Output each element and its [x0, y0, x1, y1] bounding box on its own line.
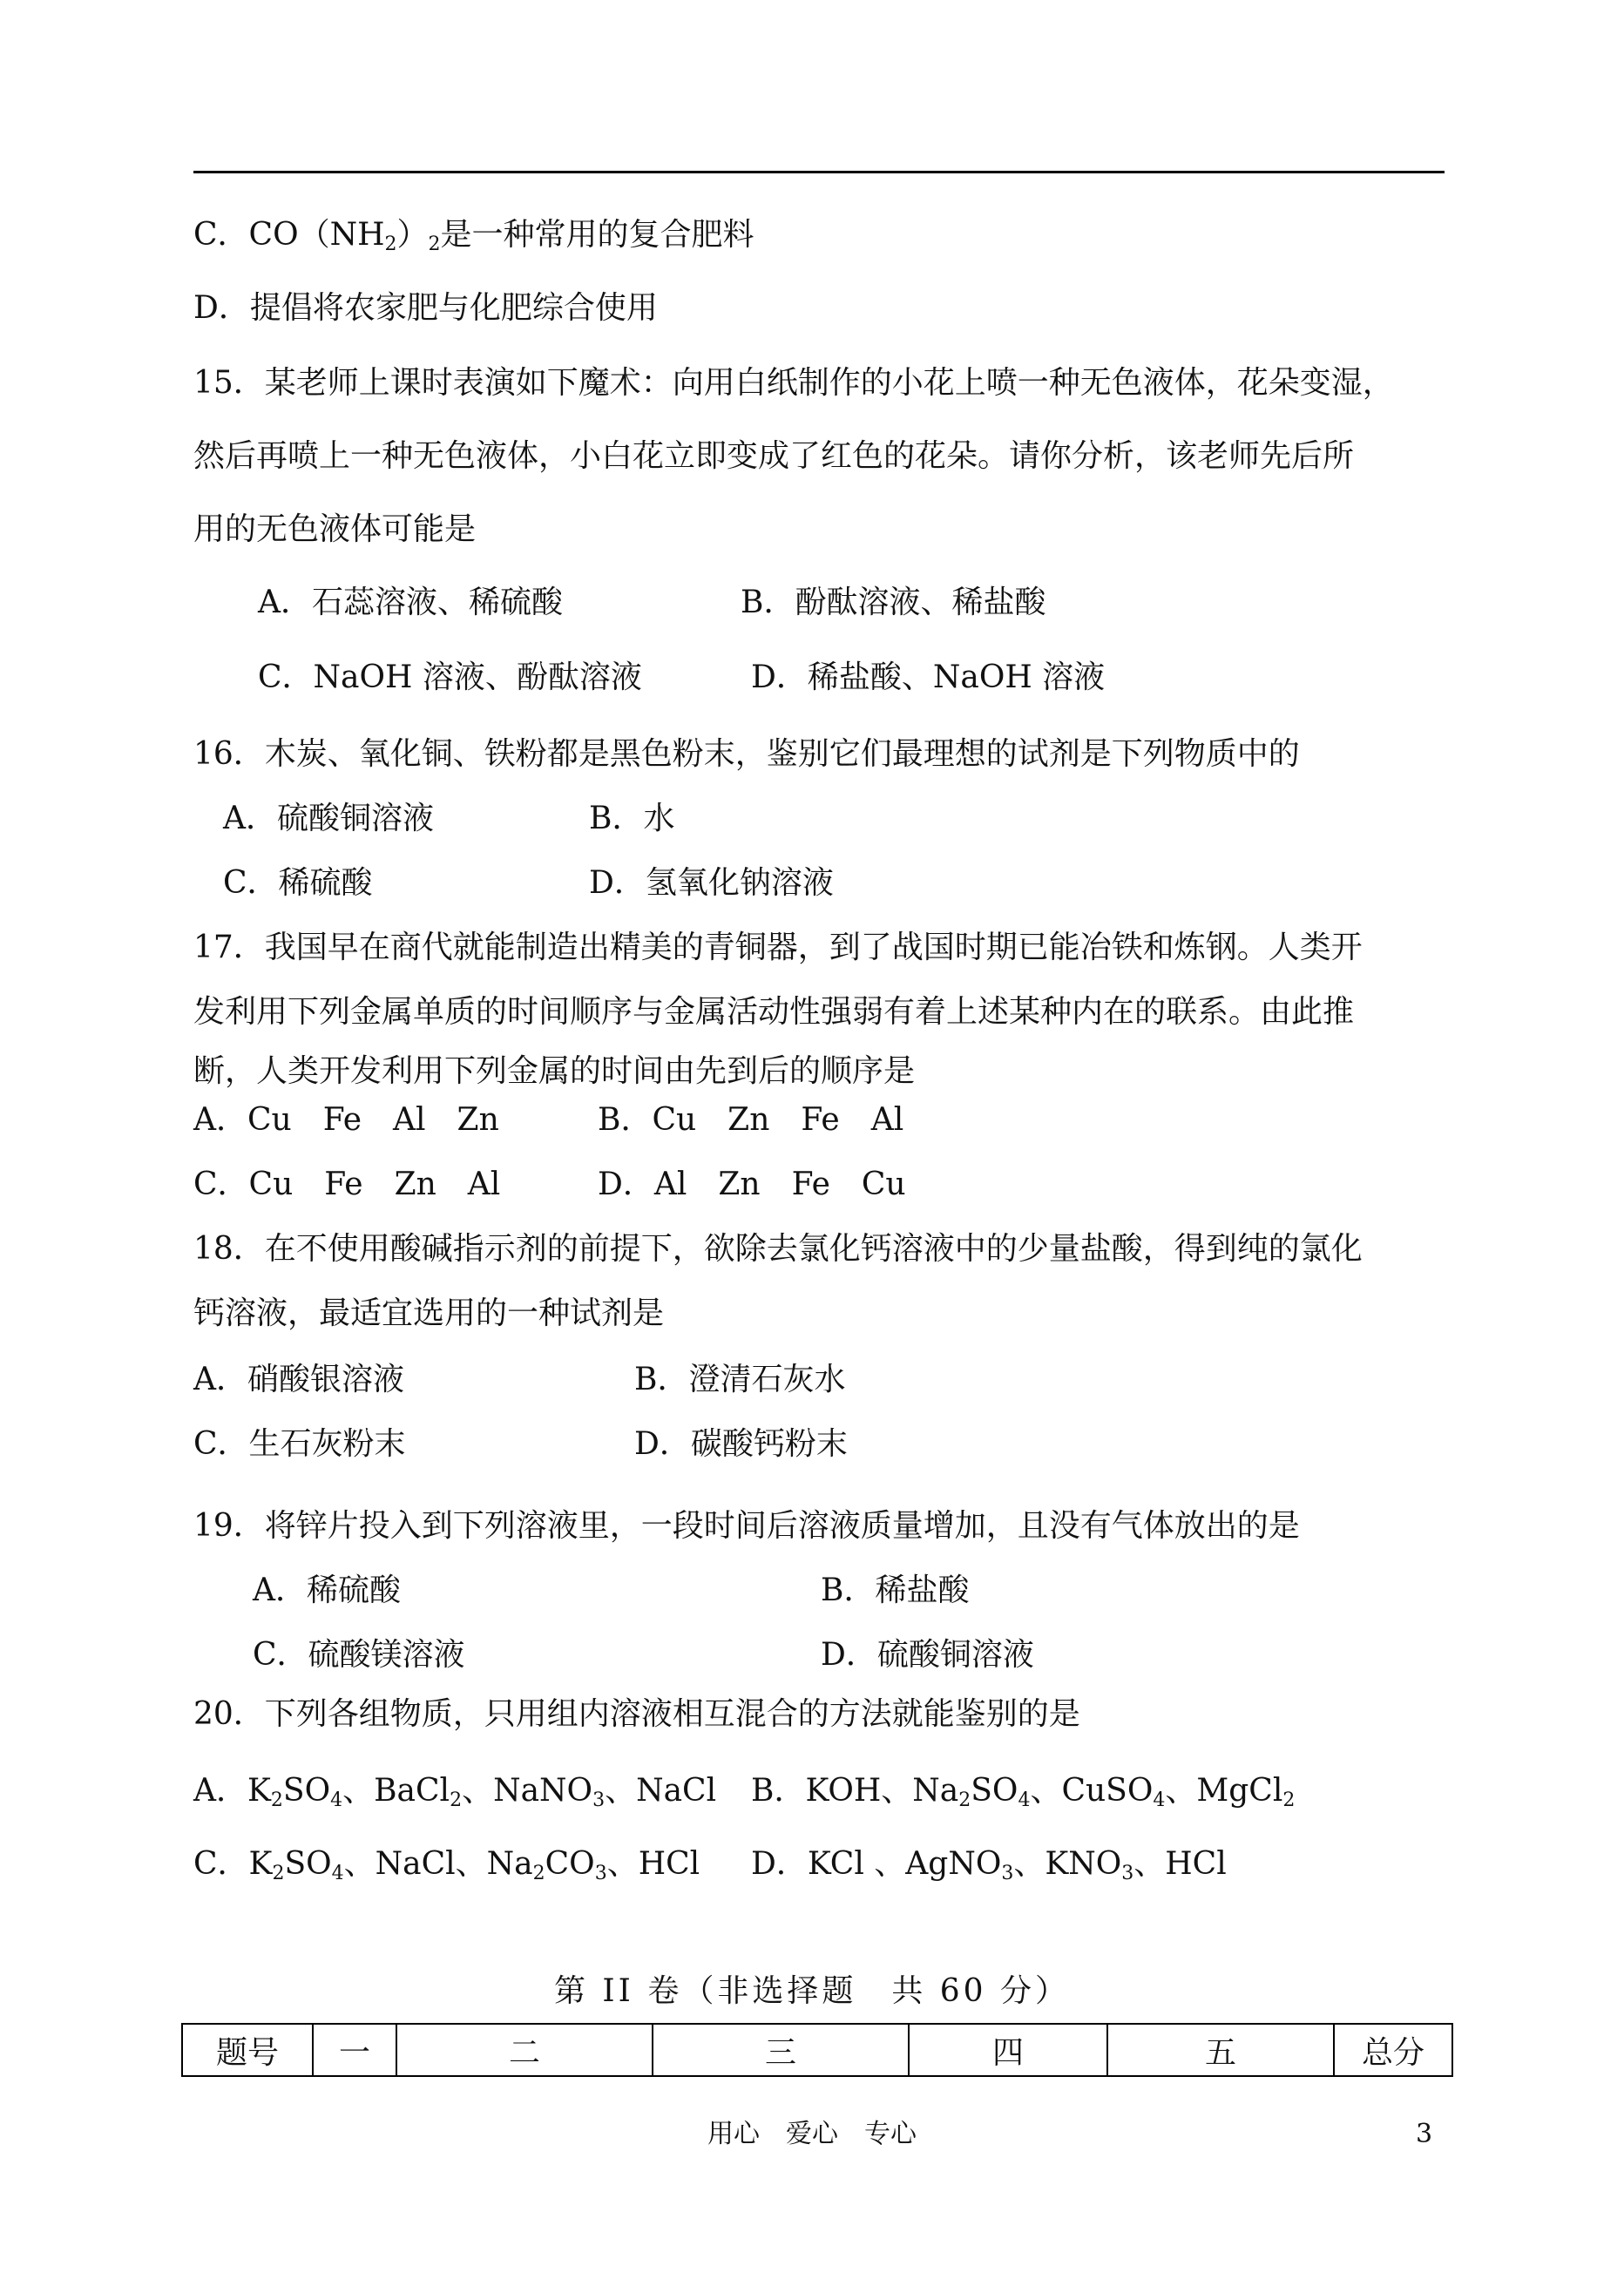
q18-option-a: A．硝酸银溶液 [193, 1362, 404, 1397]
q20-option-b: B．KOH、$Na_2SO_4$、CuSO$_4$、MgCl$_2$ [751, 1773, 1296, 1811]
q16-stem: 16．木炭、氧化铜、铁粉都是黑色粉末，鉴别它们最理想的试剂是下列物质中的 [193, 736, 1300, 772]
q17-stem-line2: 发利用下列金属单质的时间顺序与金属活动性强弱有着上述某种内在的联系。由此推 [193, 994, 1355, 1030]
q15-option-b: B．酚酞溶液、稀盐酸 [741, 585, 1046, 620]
section-title: 第 II 卷（非选择题 共 60 分） [553, 1973, 1071, 2009]
q17-option-b: B．Cu Zn Fe Al [598, 1102, 904, 1138]
q20-option-a: A．$K_2SO_4$、BaCl$_2$、NaNO$_3$、NaCl [193, 1773, 717, 1811]
q15-stem-line2: 然后再喷上一种无色液体，小白花立即变成了红色的花朵。请你分析，该老师先后所 [193, 438, 1355, 474]
page-number: 3 [1416, 2119, 1433, 2149]
q15-option-c: C．NaOH 溶液、酚酞溶液 [258, 659, 642, 695]
q15-option-a: A．石蕊溶液、稀硫酸 [258, 585, 563, 620]
score-table [181, 2023, 1453, 2077]
score-header-cell: 四 [909, 2024, 1107, 2076]
q20-stem: 20．下列各组物质，只用组内溶液相互混合的方法就能鉴别的是 [193, 1696, 1080, 1732]
header-rule [193, 171, 1445, 173]
q19-option-b: B．稀盐酸 [821, 1573, 970, 1608]
q20-option-d: D．KCl 、AgNO$_3$、$KNO_3$、HCl [751, 1846, 1227, 1884]
q18-stem-line2: 钙溶液，最适宜选用的一种试剂是 [193, 1295, 665, 1331]
q17-stem-line1: 17．我国早在商代就能制造出精美的青铜器，到了战国时期已能冶铁和炼钢。人类开 [193, 930, 1363, 965]
q17-option-a: A．Cu Fe Al Zn [193, 1102, 499, 1138]
q18-option-d: D．碳酸钙粉末 [634, 1426, 848, 1462]
score-header-cell: 题号 [182, 2024, 313, 2076]
q18-option-c: C．生石灰粉末 [193, 1426, 406, 1462]
q20-option-c: C．$K_2SO_4$、NaCl、$Na_2CO_3$、HCl [193, 1846, 700, 1884]
score-header-row [182, 2024, 1452, 2076]
score-header-cell: 总分 [1334, 2024, 1452, 2076]
q17-stem-line3: 断，人类开发利用下列金属的时间由先到后的顺序是 [193, 1053, 916, 1089]
q18-option-b: B．澄清石灰水 [634, 1362, 846, 1397]
footer-motto: 用心 爱心 专心 [707, 2119, 917, 2149]
score-header-cell: 三 [653, 2024, 909, 2076]
q16-option-b: B．水 [589, 801, 675, 836]
q19-option-c: C．硫酸镁溶液 [253, 1637, 465, 1673]
q15-stem-line1: 15．某老师上课时表演如下魔术：向用白纸制作的小花上喷一种无色液体，花朵变湿， [193, 365, 1394, 401]
q19-option-a: A．稀硫酸 [253, 1573, 401, 1608]
score-header-cell: 二 [396, 2024, 653, 2076]
score-header-cell: 一 [313, 2024, 396, 2076]
q15-option-d: D．稀盐酸、NaOH 溶液 [751, 659, 1106, 695]
score-header-cell: 五 [1107, 2024, 1334, 2076]
q17-option-c: C．Cu Fe Zn Al [193, 1167, 501, 1202]
q16-option-c: C．稀硫酸 [223, 865, 373, 901]
q17-option-d: D．Al Zn Fe Cu [598, 1167, 906, 1202]
q18-stem-line1: 18．在不使用酸碱指示剂的前提下，欲除去氯化钙溶液中的少量盐酸，得到纯的氯化 [193, 1231, 1363, 1267]
q19-option-d: D．硫酸铜溶液 [821, 1637, 1034, 1673]
q14-option-d: D．提倡将农家肥与化肥综合使用 [193, 290, 658, 326]
q14-option-c: C．$CO(NH_2)_2$是一种常用的复合肥料 [193, 217, 754, 255]
q16-option-a: A．硫酸铜溶液 [223, 801, 434, 836]
q15-stem-line3: 用的无色液体可能是 [193, 511, 477, 547]
q16-option-d: D．氢氧化钠溶液 [589, 865, 834, 901]
q19-stem: 19．将锌片投入到下列溶液里，一段时间后溶液质量增加，且没有气体放出的是 [193, 1508, 1300, 1544]
